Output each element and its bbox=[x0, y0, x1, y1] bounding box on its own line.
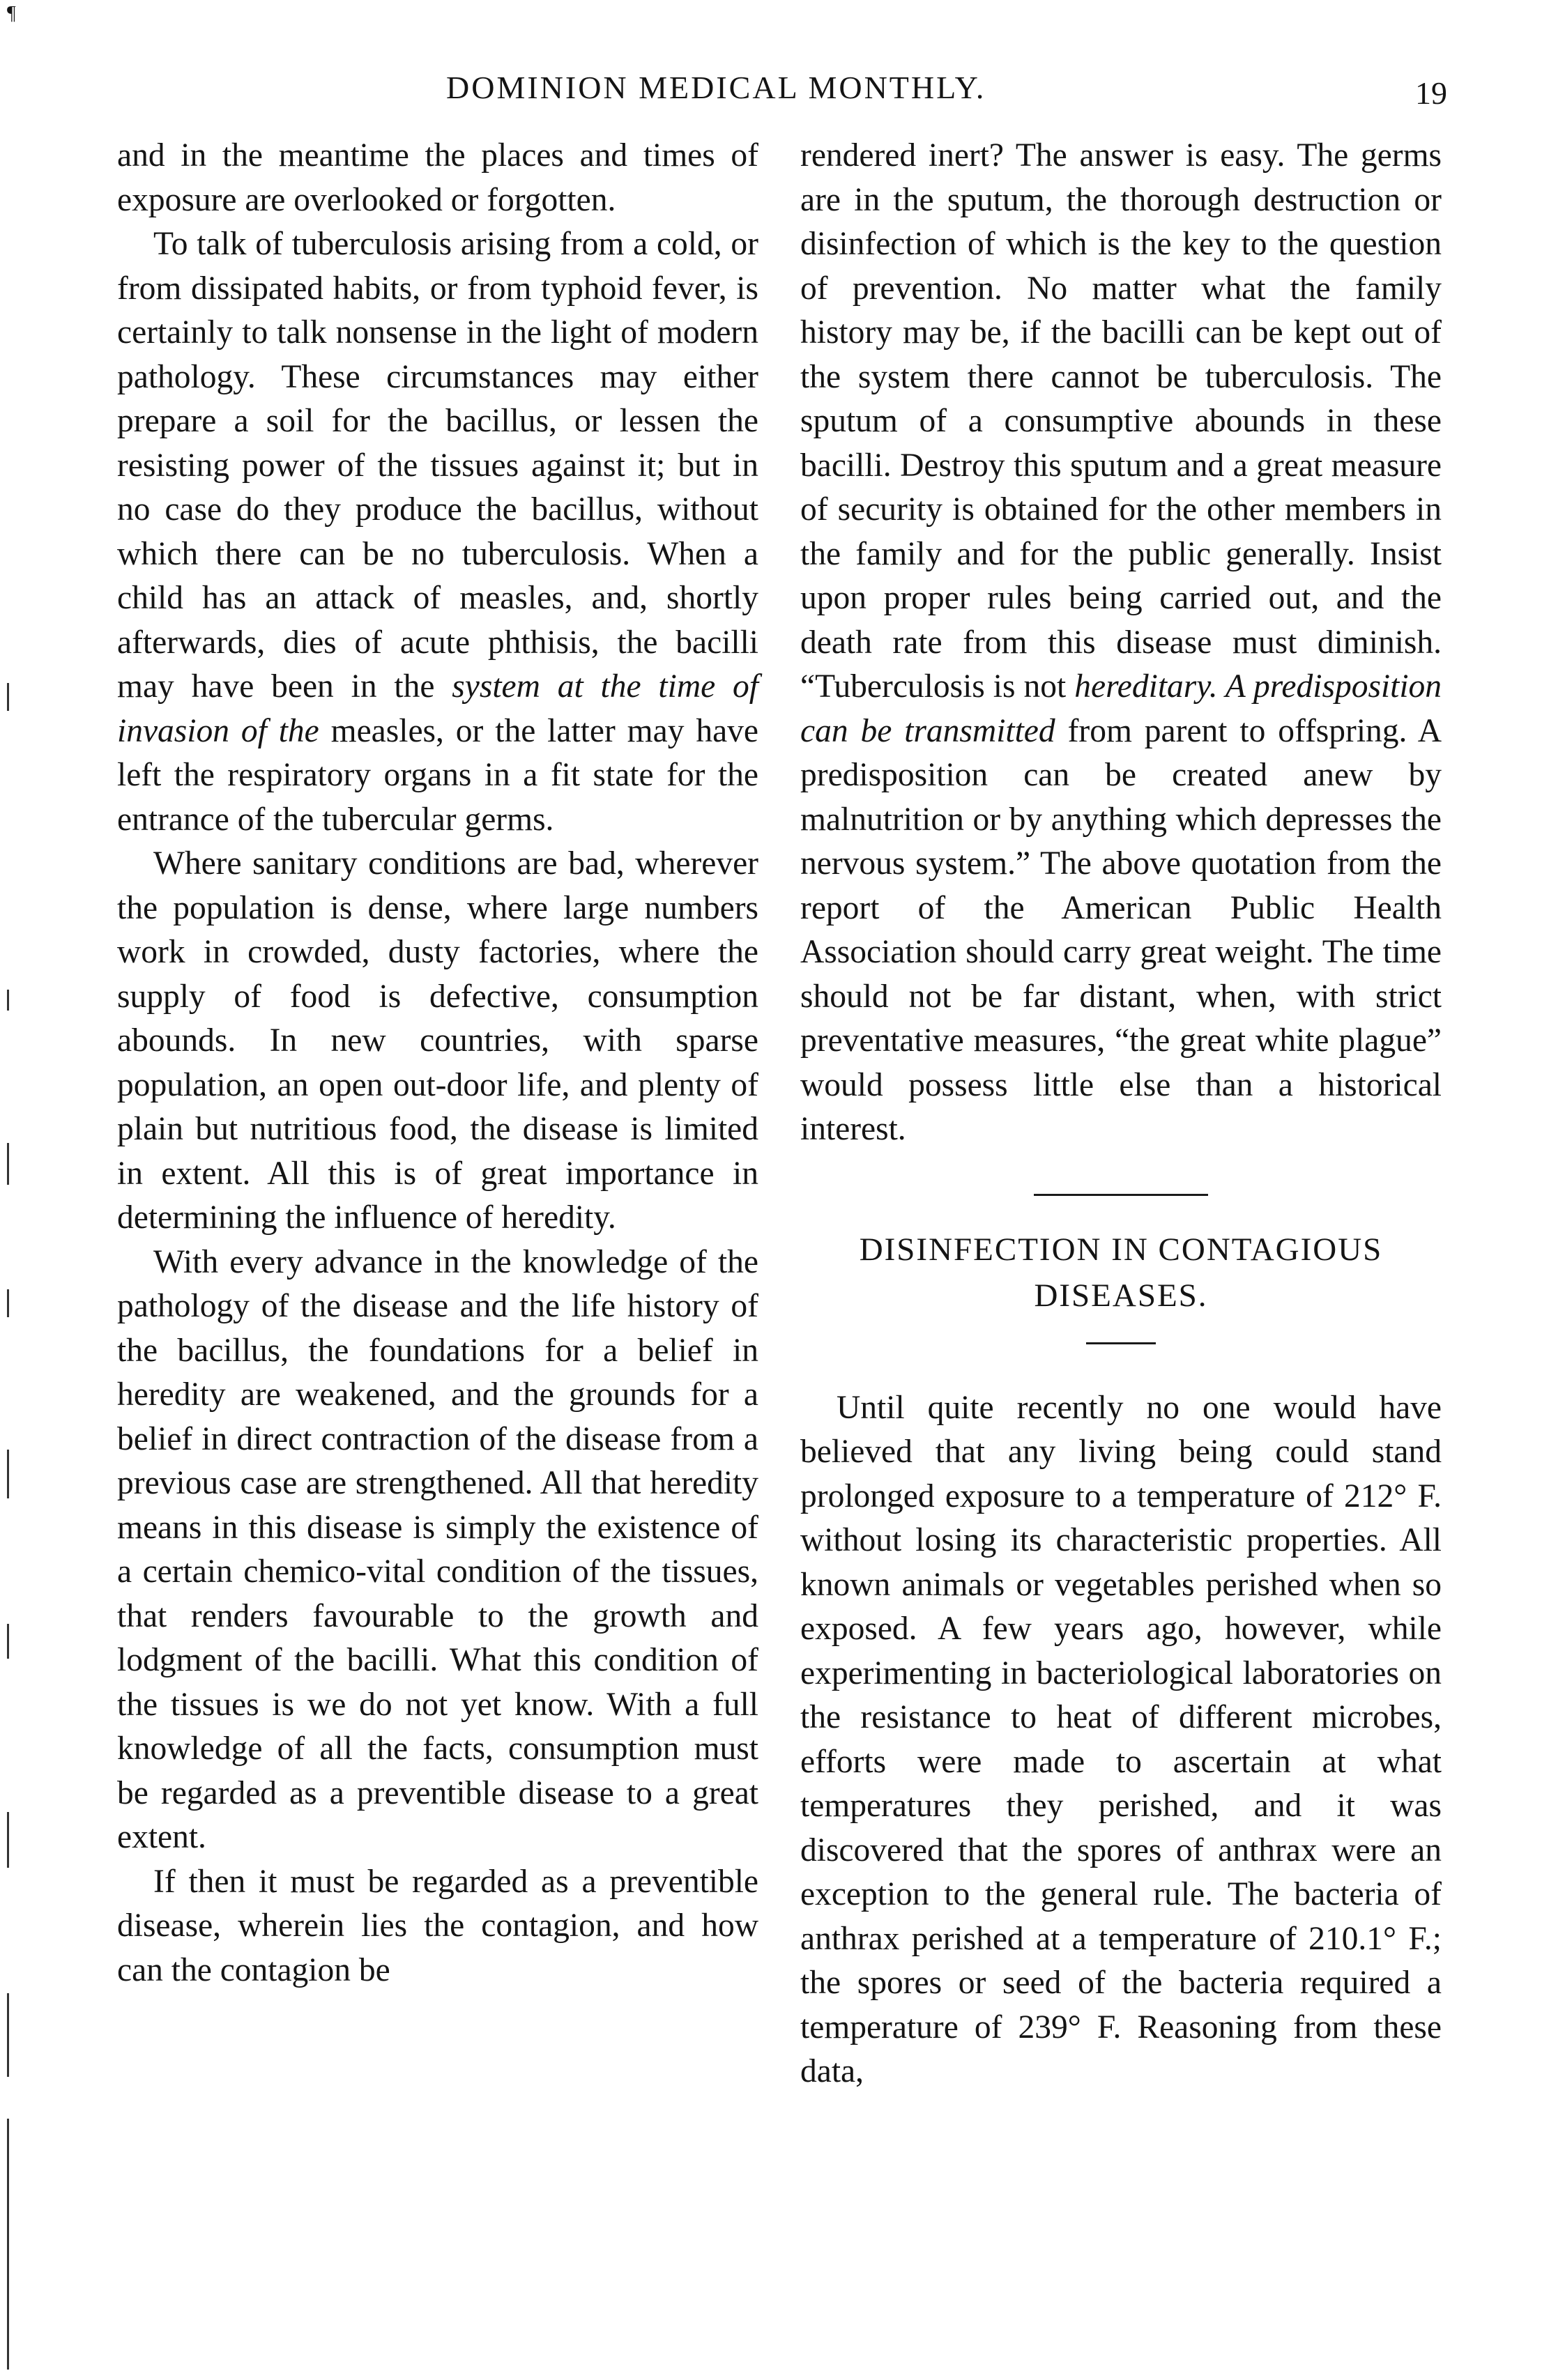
italic-phrase: hereditary. A predisposition can be transmitted bbox=[800, 668, 1442, 749]
section-heading-line: DISEASES. bbox=[1034, 1277, 1208, 1314]
section-heading-line: DISINFECTION IN CONTAGIOUS bbox=[859, 1231, 1383, 1268]
paragraph bbox=[800, 134, 1442, 1152]
right-column bbox=[800, 134, 1442, 2094]
binding-mark-icon: ¶ bbox=[7, 3, 16, 24]
italic-phrase: system at the time of invasion of the bbox=[117, 668, 758, 749]
paragraph bbox=[117, 222, 758, 842]
paragraph-text: measles, or the latter may have left the respiratory organs in a fit state for the entrance of the tubercular germs. bbox=[117, 712, 759, 838]
running-title: DOMINION MEDICAL MONTHLY. bbox=[446, 70, 986, 105]
section-divider bbox=[1034, 1194, 1208, 1196]
section-heading bbox=[800, 1227, 1442, 1319]
paragraph: If then it must be regarded as a preventible disease, wherein lies the contagion, and how can the contagion be bbox=[117, 1863, 758, 1988]
paragraph-text: from parent to offspring. A predisposition can be created anew by malnutrition or by anything which depresses the nervous system.” The above quotation from the report of the American Public Health Association should carry great weight. The time should not be far distant, when, with strict preventative measures, “the great white plague” would possess little else than a historical interest. bbox=[800, 712, 1442, 1147]
paragraph: and in the meantime the places and times of exposure are overlooked or forgotten. bbox=[117, 137, 758, 218]
heading-divider bbox=[1086, 1342, 1156, 1344]
paragraph-text: To talk of tuberculosis arising from a cold, or from dissipated habits, or from typhoid fever, is certainly to talk nonsense in the light of modern pathology. These circumstances may either prepare a soil for the bacillus, or lessen the resisting power of the tissues against it; but in no case do they produce the bacillus, without which there can be no tuberculosis. When a child has an attack of measles, and, shortly afterwards, dies of acute phthisis, the bacilli may have been in the bbox=[117, 226, 758, 705]
paragraph-text: rendered inert? The answer is easy. The germs are in the sputum, the thorough destruction or disinfection of which is the key to the question of prevention. No matter what the family history may be, if the bacilli can be kept out of the system there cannot be tuberculosis. The sputum of a consumptive abounds in these bacilli. Destroy this sputum and a great measure of security is obtained for the other members in the family and for the public generally. Insist upon proper rules being carried out, and the death rate from this disease must diminish. “Tuberculosis is not bbox=[800, 137, 1442, 705]
scan-binding-edge bbox=[0, 0, 42, 2380]
page-number: 19 bbox=[1415, 75, 1447, 111]
left-column bbox=[117, 134, 758, 1993]
paragraph: Until quite recently no one would have believed that any living being could stand prolonged exposure to a temperature of 212° F. without losing its characteristic properties. All known animals or vegetables perished when so exposed. A few years ago, however, while experimenting in bacteriological laboratories on the resistance to heat of different microbes, efforts were made to ascertain at what temperatures they perished, and it was discovered that the spores of anthrax were an exception to the general rule. The bacteria of anthrax perished at a temperature of 210.1° F.; the spores or seed of the bacteria required a temperature of 239° F. Reasoning from these data, bbox=[800, 1389, 1442, 2089]
paragraph: With every advance in the knowledge of the pathology of the disease and the life history of the bacillus, the foundations for a belief in heredity are weakened, and the grounds for a belief in direct contraction of the disease from a previous case are strengthened. All that heredity means in this disease is simply the existence of a certain chemico-vital condition of the tissues, that renders favourable to the growth and lodgment of the bacilli. What this condition of the tissues is we do not yet know. With a full knowledge of all the facts, consumption must be regarded as a preventible disease to a great extent. bbox=[117, 1243, 758, 1855]
paragraph: Where sanitary conditions are bad, wherever the population is dense, where large numbers work in crowded, dusty factories, where the supply of food is defective, consumption abounds. In new countries, with sparse population, an open out-door life, and plenty of plain but nutritious food, the disease is limited in extent. All this is of great importance in determining the influence of heredity. bbox=[117, 845, 758, 1236]
